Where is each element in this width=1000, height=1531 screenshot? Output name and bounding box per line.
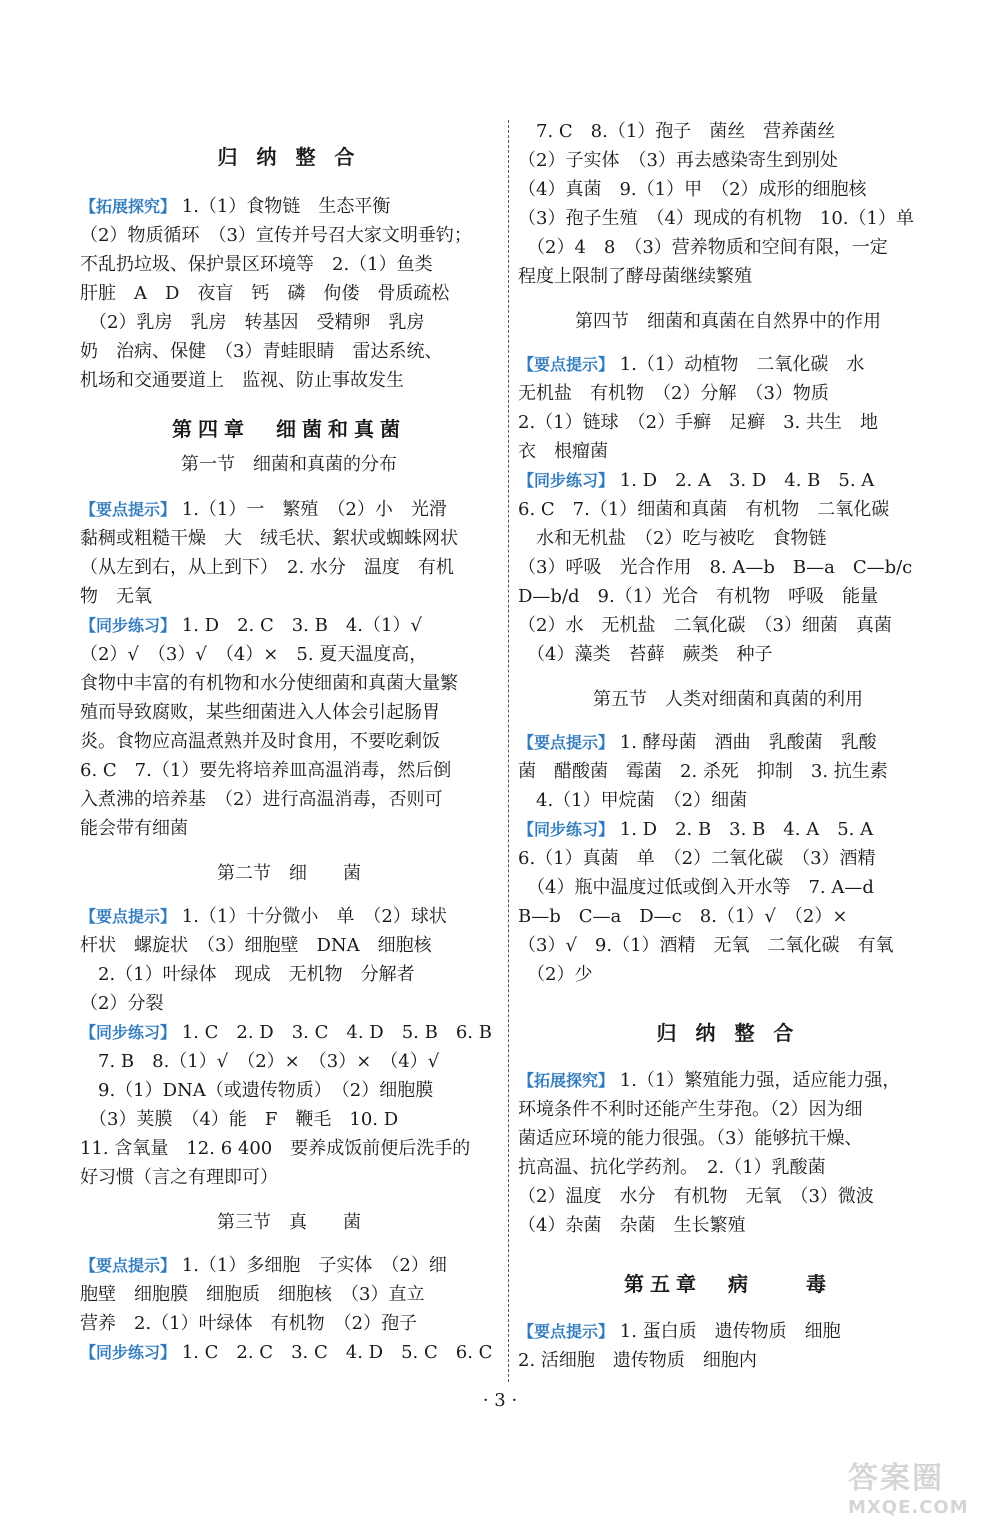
section-heading: 第一节 细菌和真菌的分布 [181, 454, 397, 475]
answer-text: 衣 根瘤菌 [518, 441, 608, 462]
spacer [518, 1305, 938, 1317]
answer-text: （3）√ 9.（1）酒精 无氧 二氧化碳 有氧 [518, 935, 894, 956]
chapter-heading: 第五章 病 毒 [624, 1272, 832, 1296]
watermark-text: 答案圈 [848, 1461, 944, 1496]
answer-text: （4）真菌 9.（1）甲 （2）成形的细胞核 [518, 179, 867, 200]
spacer [518, 669, 938, 681]
page-number: · 3 · [482, 1390, 518, 1411]
answer-text: （2）温度 水分 有机物 无氧 （3）微波 [518, 1186, 874, 1207]
spacer [518, 1240, 938, 1264]
spacer [518, 1054, 938, 1066]
section-tag: 【同步练习】 [80, 1343, 177, 1362]
answer-line [80, 1105, 498, 1134]
answer-text: 杆状 螺旋状 （3）细胞壁 DNA 细胞核 [80, 935, 432, 956]
section-tag: 【要点提示】 [518, 355, 615, 374]
answer-line [80, 814, 498, 843]
section-tag: 【要点提示】 [518, 1322, 615, 1341]
answer-text: 4.（1）甲烷菌 （2）细菌 [518, 790, 748, 811]
spacer [80, 395, 498, 409]
answer-text: 不乱扔垃圾、保护景区环境等 2.（1）鱼类 [80, 254, 433, 275]
answer-line [80, 1047, 498, 1076]
section-tag: 【同步练习】 [518, 820, 615, 839]
spacer [518, 291, 938, 303]
answer-text: 炎。食物应高温煮熟并及时食用，不要吃剩饭 [80, 731, 440, 752]
section-heading: 第四节 细菌和真菌在自然界中的作用 [575, 311, 881, 332]
answer-line [80, 640, 498, 669]
answer-line [518, 1153, 938, 1182]
answer-text: 6. C 7.（1）细菌和真菌 有机物 二氧化碳 [518, 499, 890, 520]
answer-text: 无机盐 有机物 （2）分解 （3）物质 [518, 383, 829, 404]
answer-line [518, 728, 938, 757]
answer-line [518, 815, 938, 844]
section-tag: 【拓展探究】 [518, 1071, 615, 1090]
column-divider [508, 120, 509, 1382]
answer-text: 2.（1）链球 （2）手癣 足癣 3. 共生 地 [518, 412, 878, 433]
answer-text: （2）分裂 [80, 993, 164, 1014]
section-tag: 【同步练习】 [80, 1023, 177, 1042]
answer-line [518, 553, 938, 582]
answer-line [518, 1095, 938, 1124]
section-tag: 【要点提示】 [80, 907, 177, 926]
answer-text: （从左到右，从上到下） 2. 水分 温度 有机 [80, 557, 454, 578]
answer-line [80, 727, 498, 756]
answer-line [80, 698, 498, 727]
answer-text: （4）藻类 苔藓 蕨类 种子 [518, 644, 773, 665]
answer-text: （2）√ （3）√ （4）× 5. 夏天温度高， [80, 644, 428, 665]
answer-line [518, 146, 938, 175]
answer-line [80, 785, 498, 814]
answer-line [80, 337, 498, 366]
answer-line [518, 931, 938, 960]
answer-line [80, 1134, 498, 1163]
answer-text: D—b/d 9.（1）光合 有机物 呼吸 能量 [518, 586, 879, 607]
answer-line [80, 308, 498, 337]
answer-text: 1.（1）多细胞 子实体 （2）细 [176, 1255, 447, 1276]
spacer [80, 1192, 498, 1204]
spacer [80, 117, 498, 137]
answer-text: 胞壁 细胞膜 细胞质 细胞核 （3）直立 [80, 1284, 425, 1305]
answer-line [80, 366, 498, 395]
answer-text: 1. 蛋白质 遗传物质 细胞 [614, 1321, 841, 1342]
answer-line [518, 524, 938, 553]
answer-line [80, 192, 498, 221]
answer-text: 物 无氧 [80, 586, 152, 607]
answer-line [80, 1309, 498, 1338]
section-tag: 【要点提示】 [80, 500, 177, 519]
answer-line [518, 640, 938, 669]
answer-text: 1.（1）动植物 二氧化碳 水 [614, 354, 865, 375]
answer-text: 菌适应环境的能力很强。（3）能够抗干燥、 [518, 1128, 863, 1149]
answer-line [80, 582, 498, 611]
answer-line [518, 233, 938, 262]
answer-line [80, 524, 498, 553]
answer-text: 1. D 2. B 3. B 4. A 5. A [614, 819, 874, 840]
answer-line [80, 611, 498, 640]
answer-line [80, 553, 498, 582]
left-column [80, 117, 498, 1367]
answer-line [80, 669, 498, 698]
answer-text: B—b C—a D—c 8.（1）√ （2）× [518, 906, 848, 927]
answer-text: 营养 2.（1）叶绿体 有机物 （2）孢子 [80, 1313, 418, 1334]
answer-line [80, 495, 498, 524]
section-tag: 【拓展探究】 [80, 197, 177, 216]
answer-text: （2）子实体 （3）再去感染寄生到别处 [518, 150, 838, 171]
answer-text: 1. 酵母菌 酒曲 乳酸菌 乳酸 [614, 732, 877, 753]
watermark-url: MXQE.COM [848, 1497, 969, 1518]
answer-text: （2）物质循环 （3）宣传并号召大家文明垂钓； [80, 225, 472, 246]
answer-text: 抗高温、抗化学药剂。 2.（1）乳酸菌 [518, 1157, 826, 1178]
answer-line [518, 1124, 938, 1153]
answer-line [518, 582, 938, 611]
answer-text: （2）少 [518, 964, 593, 985]
answer-line [518, 757, 938, 786]
answer-line [80, 960, 498, 989]
answer-text: （3）呼吸 光合作用 8. A—b B—a C—b/c [518, 557, 913, 578]
spacer [80, 483, 498, 495]
answer-text: 程度上限制了酵母菌继续繁殖 [518, 266, 752, 287]
answer-text: 入煮沸的培养基 （2）进行高温消毒，否则可 [80, 789, 443, 810]
answer-line [518, 786, 938, 815]
answer-text: 好习惯（言之有理即可） [80, 1167, 278, 1188]
answer-line [518, 1317, 938, 1346]
answer-text: 1.（1）食物链 生态平衡 [176, 196, 391, 217]
answer-text: 1.（1）一 繁殖 （2）小 光滑 [176, 499, 447, 520]
answer-line [518, 379, 938, 408]
right-column [518, 117, 938, 1375]
answer-line [80, 250, 498, 279]
answer-line [518, 873, 938, 902]
answer-text: 2. 活细胞 遗传物质 细胞内 [518, 1350, 757, 1371]
section-tag: 【要点提示】 [518, 733, 615, 752]
answer-text: 菌 醋酸菌 霉菌 2. 杀死 抑制 3. 抗生素 [518, 761, 888, 782]
answer-line [80, 1251, 498, 1280]
spacer [80, 892, 498, 902]
section-tag: 【要点提示】 [80, 1256, 177, 1275]
answer-text: （2）4 8 （3）营养物质和空间有限，一定 [518, 237, 888, 258]
answer-text: 1. D 2. A 3. D 4. B 5. A [614, 470, 875, 491]
spacer [80, 843, 498, 855]
answer-line [80, 756, 498, 785]
answer-text: 机场和交通要道上 监视、防止事故发生 [80, 370, 404, 391]
answer-text: 水和无机盐 （2）吃与被吃 食物链 [518, 528, 827, 549]
chapter-heading: 归 纳 整 合 [217, 145, 361, 169]
section-tag: 【同步练习】 [80, 616, 177, 635]
answer-text: 7. C 8.（1）孢子 菌丝 营养菌丝 [518, 121, 836, 142]
answer-text: 11. 含氧量 12. 6 400 要养成饭前便后洗手的 [80, 1138, 471, 1159]
answer-text: 奶 治病、保健 （3）青蛙眼睛 雷达系统、 [80, 341, 443, 362]
answer-line [80, 989, 498, 1018]
answer-text: 黏稠或粗糙干燥 大 绒毛状、絮状或蜘蛛网状 [80, 528, 458, 549]
answer-text: 6.（1）真菌 单 （2）二氧化碳 （3）酒精 [518, 848, 876, 869]
answer-text: 7. B 8.（1）√ （2）× （3）× （4）√ [80, 1051, 440, 1072]
answer-line [80, 221, 498, 250]
answer-text: 能会带有细菌 [80, 818, 188, 839]
answer-text: 2.（1）叶绿体 现成 无机物 分解者 [80, 964, 415, 985]
answer-text: 6. C 7.（1）要先将培养皿高温消毒，然后倒 [80, 760, 452, 781]
spacer [80, 178, 498, 192]
answer-line [518, 262, 938, 291]
answer-line [518, 902, 938, 931]
spacer [518, 340, 938, 350]
answer-line [518, 1346, 938, 1375]
answer-text: （2）乳房 乳房 转基因 受精卵 乳房 [80, 312, 425, 333]
answer-line [518, 1182, 938, 1211]
answer-text: 肝脏 A D 夜盲 钙 磷 佝偻 骨质疏松 [80, 283, 450, 304]
spacer [518, 989, 938, 1013]
section-heading: 第三节 真 菌 [217, 1212, 361, 1233]
answer-line [518, 437, 938, 466]
answer-text: （4）瓶中温度过低或倒入开水等 7. A—d [518, 877, 874, 898]
spacer [518, 718, 938, 728]
answer-text: 食物中丰富的有机物和水分使细菌和真菌大量繁 [80, 673, 458, 694]
answer-line [518, 1211, 938, 1240]
answer-line [80, 931, 498, 960]
spacer [80, 1241, 498, 1251]
answer-text: （3）孢子生殖 （4）现成的有机物 10.（1）单 [518, 208, 914, 229]
answer-text: 环境条件不利时还能产生芽孢。（2）因为细 [518, 1099, 863, 1120]
answer-text: 1.（1）繁殖能力强，适应能力强， [614, 1070, 901, 1091]
answer-line [518, 495, 938, 524]
answer-text: 9.（1）DNA（或遗传物质） （2）细胞膜 [80, 1080, 434, 1101]
answer-line [518, 960, 938, 989]
answer-line [80, 1280, 498, 1309]
answer-line [518, 611, 938, 640]
answer-line [80, 1338, 498, 1367]
answer-line [518, 117, 938, 146]
answer-line [80, 1076, 498, 1105]
chapter-heading: 归 纳 整 合 [656, 1021, 800, 1045]
answer-line [518, 204, 938, 233]
answer-line [518, 175, 938, 204]
answer-line [518, 350, 938, 379]
answer-line [518, 1066, 938, 1095]
answer-line [80, 1018, 498, 1047]
answer-line [518, 408, 938, 437]
answer-text: （2）水 无机盐 二氧化碳 （3）细菌 真菌 [518, 615, 892, 636]
chapter-heading: 第四章 细菌和真菌 [172, 417, 406, 441]
answer-text: 1.（1）十分微小 单 （2）球状 [176, 906, 447, 927]
answer-text: 1. C 2. C 3. C 4. D 5. C 6. C [176, 1342, 493, 1363]
answer-text: 殖而导致腐败，某些细菌进入人体会引起肠胃 [80, 702, 440, 723]
answer-line [80, 1163, 498, 1192]
answer-text: 1. C 2. D 3. C 4. D 5. B 6. B [176, 1022, 492, 1043]
answer-line [80, 279, 498, 308]
answer-line [518, 844, 938, 873]
section-tag: 【同步练习】 [518, 471, 615, 490]
answer-text: （3）荚膜 （4）能 F 鞭毛 10. D [80, 1109, 399, 1130]
answer-text: 1. D 2. C 3. B 4.（1）√ [176, 615, 422, 636]
answer-line [518, 466, 938, 495]
answer-text: （4）杂菌 杂菌 生长繁殖 [518, 1215, 746, 1236]
answer-line [80, 902, 498, 931]
watermark-logo [848, 1453, 988, 1523]
section-heading: 第二节 细 菌 [217, 863, 361, 884]
section-heading: 第五节 人类对细菌和真菌的利用 [593, 689, 863, 710]
